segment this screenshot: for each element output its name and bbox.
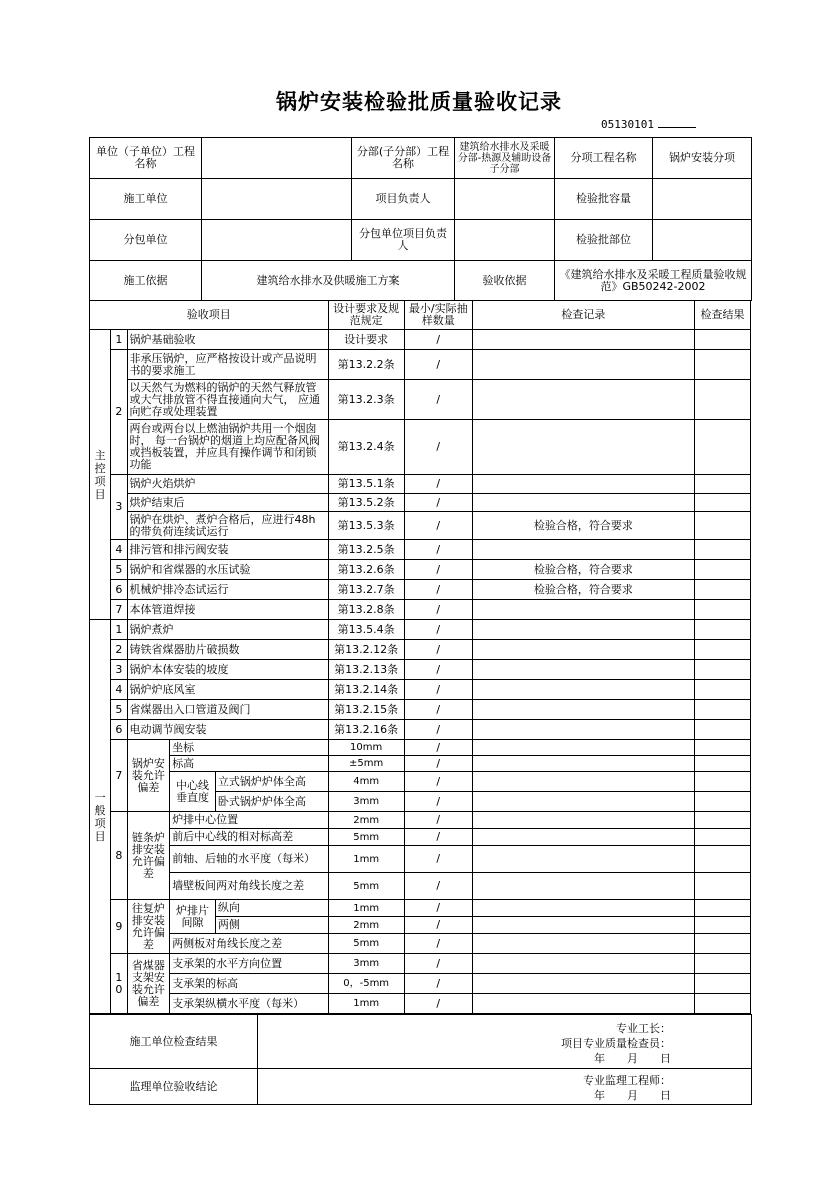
item-group: 往复炉排安装允许偏差: [127, 900, 170, 954]
item-spec: 5mm: [328, 829, 404, 846]
item-name: 锅炉本体安装的坡度: [127, 660, 328, 680]
item-result[interactable]: [695, 475, 751, 494]
item-spec: 第13.2.5条: [328, 540, 404, 560]
item-name: 锅炉基础验收: [127, 330, 328, 350]
division-value: 建筑给水排水及采暖分部-热源及辅助设备子分部: [455, 138, 555, 179]
item-no: 3: [111, 660, 127, 680]
item-spec: 第13.2.6条: [328, 560, 404, 580]
pm-value[interactable]: [455, 179, 555, 220]
item-sample: /: [404, 475, 472, 494]
item-result[interactable]: [695, 740, 751, 756]
item-record[interactable]: [472, 680, 694, 700]
item-spec: 第13.2.16条: [328, 720, 404, 740]
item-result[interactable]: [695, 680, 751, 700]
col-result: 检查结果: [695, 301, 751, 330]
item-sample: /: [404, 540, 472, 560]
item-record[interactable]: [472, 934, 694, 954]
page-title: 锅炉安装检验批质量验收记录: [276, 90, 562, 114]
item-name: 支承架的标高: [170, 974, 328, 994]
item-name: 锅炉煮炉: [127, 620, 328, 640]
item-record[interactable]: [472, 700, 694, 720]
item-sample: /: [404, 900, 472, 917]
item-name: 锅炉和省煤器的水压试验: [127, 560, 328, 580]
item-name: 烘炉结束后: [127, 494, 328, 512]
date-line-2: 年 月 日: [594, 1089, 671, 1102]
item-subgroup: 中心线垂直度: [170, 772, 216, 812]
item-no: 4: [111, 680, 127, 700]
item-sample: /: [404, 829, 472, 846]
item-sample: /: [404, 700, 472, 720]
item-sample: /: [404, 512, 472, 540]
item-spec: 1mm: [328, 994, 404, 1014]
construction-signature[interactable]: [258, 1015, 752, 1069]
item-name: 前轴、后轴的水平度（每米）: [170, 846, 328, 873]
item-no: 2: [111, 350, 127, 475]
item-record[interactable]: [472, 829, 694, 846]
item-spec: 4mm: [328, 772, 404, 792]
item-result[interactable]: [695, 700, 751, 720]
item-sample: /: [404, 600, 472, 620]
item-name: 标高: [170, 756, 328, 772]
item-record[interactable]: [472, 873, 694, 900]
item-spec: 第13.2.4条: [328, 420, 404, 475]
item-sample: /: [404, 792, 472, 812]
col-sample: 最小/实际抽样数量: [404, 301, 472, 330]
item-record[interactable]: [472, 756, 694, 772]
item-record[interactable]: [472, 954, 694, 974]
acceptance-basis-label: 验收依据: [455, 261, 555, 301]
item-sample: /: [404, 974, 472, 994]
division-label: 分部(子分部）工程名称: [352, 138, 455, 179]
item-no: 6: [111, 580, 127, 600]
item-name: 纵向: [215, 900, 328, 917]
form-code-blank: [658, 117, 696, 128]
item-name: 省煤器出入口管道及阀门: [127, 700, 328, 720]
foreman-line: 专业工长：: [616, 1022, 671, 1035]
item-group: 锅炉安装允许偏差: [127, 740, 170, 812]
item-record[interactable]: [472, 330, 694, 350]
subcontract-pm-label: 分包单位项目负责人: [352, 220, 455, 261]
item-spec: 第13.5.1条: [328, 475, 404, 494]
engineer-line: 专业监理工程师：: [583, 1074, 671, 1087]
item-spec: 1mm: [328, 846, 404, 873]
item-result[interactable]: [695, 720, 751, 740]
item-spec: 第13.2.8条: [328, 600, 404, 620]
item-sample: /: [404, 934, 472, 954]
item-name: 锅炉在烘炉、煮炉合格后，应进行48h 的带负荷连续试运行: [127, 512, 328, 540]
item-no: 9: [111, 900, 127, 954]
item-record[interactable]: [472, 380, 694, 420]
item-result[interactable]: [695, 600, 751, 620]
item-name: 电动调节阀安装: [127, 720, 328, 740]
item-spec: 3mm: [328, 954, 404, 974]
construction-unit-value[interactable]: [202, 179, 352, 220]
basis-value: 建筑给水排水及供暖施工方案: [202, 261, 455, 301]
item-sample: /: [404, 660, 472, 680]
item-record[interactable]: [472, 600, 694, 620]
item-record[interactable]: [472, 540, 694, 560]
item-name: 立式锅炉炉体全高: [215, 772, 328, 792]
item-sample: /: [404, 720, 472, 740]
form-code: [601, 117, 696, 131]
item-result[interactable]: [695, 580, 751, 600]
signature-table: [89, 1014, 752, 1105]
item-sample: /: [404, 756, 472, 772]
item-subgroup: 炉排片间隙: [170, 900, 216, 934]
item-record[interactable]: 检验合格，符合要求: [472, 512, 694, 540]
item-sample: /: [404, 560, 472, 580]
item-sample: /: [404, 954, 472, 974]
item-name: 机械炉排冷态试运行: [127, 580, 328, 600]
item-result[interactable]: [695, 380, 751, 420]
item-result[interactable]: [695, 829, 751, 846]
item-sample: /: [404, 846, 472, 873]
item-spec: 第13.5.2条: [328, 494, 404, 512]
item-name: 卧式锅炉炉体全高: [215, 792, 328, 812]
item-no: 1: [111, 330, 127, 350]
item-name: 炉排中心位置: [170, 812, 328, 829]
item-result[interactable]: [695, 917, 751, 934]
subitem-value: 锅炉安装分项: [653, 138, 752, 179]
construction-unit-label: 施工单位: [90, 179, 202, 220]
item-name: 锅炉炉底风室: [127, 680, 328, 700]
item-no: 4: [111, 540, 127, 560]
item-record[interactable]: [472, 974, 694, 994]
item-sample: /: [404, 640, 472, 660]
item-sample: /: [404, 994, 472, 1014]
item-name: 以天然气为燃料的锅炉的天然气释放管或大气排放管不得直接通向大气， 应通向贮存或处理装置: [127, 380, 328, 420]
item-record[interactable]: [472, 900, 694, 917]
item-name: 两台或两台以上燃油锅炉共用一个烟囱时， 每一台锅炉的烟道上均应配备风阀或挡板装置，并应具有操作调节和闭锁功能: [127, 420, 328, 475]
item-spec: 2mm: [328, 812, 404, 829]
item-spec: 5mm: [328, 873, 404, 900]
item-name: 支承架纵横水平度（每米）: [170, 994, 328, 1014]
item-spec: 第13.2.12条: [328, 640, 404, 660]
col-design: 设计要求及规范规定: [328, 301, 404, 330]
item-sample: /: [404, 772, 472, 792]
item-name: 前后中心线的相对标高差: [170, 829, 328, 846]
location-value[interactable]: [653, 220, 752, 261]
unit-value[interactable]: [202, 138, 352, 179]
subcontract-value[interactable]: [202, 220, 352, 261]
unit-label: 单位（子单位）工程名称: [90, 138, 202, 179]
date-line: 年 月 日: [594, 1052, 671, 1065]
item-no: 5: [111, 700, 127, 720]
item-sample: /: [404, 873, 472, 900]
item-record[interactable]: [472, 792, 694, 812]
pm-label: 项目负责人: [352, 179, 455, 220]
item-sample: /: [404, 620, 472, 640]
item-record[interactable]: [472, 772, 694, 792]
item-spec: 第13.2.3条: [328, 380, 404, 420]
item-name: 本体管道焊接: [127, 600, 328, 620]
item-result[interactable]: [695, 560, 751, 580]
item-spec: ±5mm: [328, 756, 404, 772]
item-record[interactable]: [472, 475, 694, 494]
item-no: 2: [111, 640, 127, 660]
item-result[interactable]: [695, 974, 751, 994]
item-name: 锅炉火焰烘炉: [127, 475, 328, 494]
item-name: 两侧: [215, 917, 328, 934]
item-no: 7: [111, 600, 127, 620]
item-result[interactable]: [695, 660, 751, 680]
item-result[interactable]: [695, 420, 751, 475]
item-sample: /: [404, 580, 472, 600]
item-record[interactable]: [472, 640, 694, 660]
item-spec: 2mm: [328, 917, 404, 934]
supervision-signature[interactable]: [258, 1069, 752, 1105]
basis-label: 施工依据: [90, 261, 202, 301]
item-name: 坐标: [170, 740, 328, 756]
item-record[interactable]: [472, 846, 694, 873]
item-spec: 设计要求: [328, 330, 404, 350]
item-sample: /: [404, 917, 472, 934]
item-record[interactable]: [472, 620, 694, 640]
capacity-value[interactable]: [653, 179, 752, 220]
item-spec: 0，-5mm: [328, 974, 404, 994]
item-sample: /: [404, 350, 472, 380]
item-spec: 10mm: [328, 740, 404, 756]
general-items-label: 一般项目: [90, 620, 111, 1014]
item-spec: 第13.5.4条: [328, 620, 404, 640]
item-sample: /: [404, 494, 472, 512]
item-sample: /: [404, 420, 472, 475]
items-table: [89, 300, 751, 1014]
item-group: 链条炉排安装允许偏差: [127, 812, 170, 900]
item-name: 墙壁板间两对角线长度之差: [170, 873, 328, 900]
item-result[interactable]: [695, 330, 751, 350]
item-result[interactable]: [695, 994, 751, 1014]
item-spec: 第13.5.3条: [328, 512, 404, 540]
item-no: 7: [111, 740, 127, 812]
item-result[interactable]: [695, 954, 751, 974]
item-result[interactable]: [695, 900, 751, 917]
item-spec: 3mm: [328, 792, 404, 812]
item-no: 6: [111, 720, 127, 740]
item-sample: /: [404, 812, 472, 829]
item-record[interactable]: [472, 812, 694, 829]
subcontract-label: 分包单位: [90, 220, 202, 261]
header-table: [89, 137, 752, 301]
item-record[interactable]: [472, 420, 694, 475]
item-result[interactable]: [695, 934, 751, 954]
item-record[interactable]: [472, 740, 694, 756]
item-spec: 5mm: [328, 934, 404, 954]
construction-result-label: 施工单位检查结果: [90, 1015, 258, 1069]
item-result[interactable]: [695, 512, 751, 540]
item-result[interactable]: [695, 620, 751, 640]
subcontract-pm-value[interactable]: [455, 220, 555, 261]
item-sample: /: [404, 330, 472, 350]
item-result[interactable]: [695, 640, 751, 660]
item-result[interactable]: [695, 350, 751, 380]
item-record[interactable]: [472, 994, 694, 1014]
item-sample: /: [404, 740, 472, 756]
item-record[interactable]: [472, 917, 694, 934]
main-items-label: 主控项目: [90, 330, 111, 620]
item-spec: 1mm: [328, 900, 404, 917]
col-item: 验收项目: [90, 301, 329, 330]
item-result[interactable]: [695, 792, 751, 812]
form-code-value: 05130101: [601, 118, 654, 131]
location-label: 检验批部位: [555, 220, 653, 261]
item-result[interactable]: [695, 873, 751, 900]
item-record[interactable]: [472, 720, 694, 740]
item-spec: 第13.2.14条: [328, 680, 404, 700]
item-spec: 第13.2.13条: [328, 660, 404, 680]
item-spec: 第13.2.15条: [328, 700, 404, 720]
item-name: 支承架的水平方向位置: [170, 954, 328, 974]
item-no: 3: [111, 475, 127, 540]
subitem-label: 分项工程名称: [555, 138, 653, 179]
item-no: 1: [111, 620, 127, 640]
item-spec: 第13.2.2条: [328, 350, 404, 380]
item-record[interactable]: [472, 350, 694, 380]
inspector-line: 项目专业质量检查员：: [561, 1037, 671, 1050]
item-sample: /: [404, 680, 472, 700]
item-record[interactable]: 检验合格，符合要求: [472, 560, 694, 580]
item-no: 5: [111, 560, 127, 580]
item-result[interactable]: [695, 540, 751, 560]
item-group: 省煤器支架安装允许偏差: [127, 954, 170, 1014]
item-result[interactable]: [695, 812, 751, 829]
item-result[interactable]: [695, 846, 751, 873]
acceptance-basis-value: 《建筑给水排水及采暖工程质量验收规范》GB50242-2002: [555, 261, 752, 301]
item-no: 10: [111, 954, 127, 1014]
capacity-label: 检验批容量: [555, 179, 653, 220]
item-record[interactable]: [472, 660, 694, 680]
item-no: 8: [111, 812, 127, 900]
item-result[interactable]: [695, 772, 751, 792]
item-sample: /: [404, 380, 472, 420]
item-spec: 第13.2.7条: [328, 580, 404, 600]
item-result[interactable]: [695, 756, 751, 772]
item-name: 两侧板对角线长度之差: [170, 934, 328, 954]
item-name: 非承压锅炉，应严格按设计或产品说明书的要求施工: [127, 350, 328, 380]
col-record: 检查记录: [472, 301, 694, 330]
item-record[interactable]: [472, 494, 694, 512]
supervision-result-label: 监理单位验收结论: [90, 1069, 258, 1105]
item-name: 排污管和排污阀安装: [127, 540, 328, 560]
item-record[interactable]: 检验合格，符合要求: [472, 580, 694, 600]
item-name: 铸铁省煤器肋片破损数: [127, 640, 328, 660]
item-result[interactable]: [695, 494, 751, 512]
